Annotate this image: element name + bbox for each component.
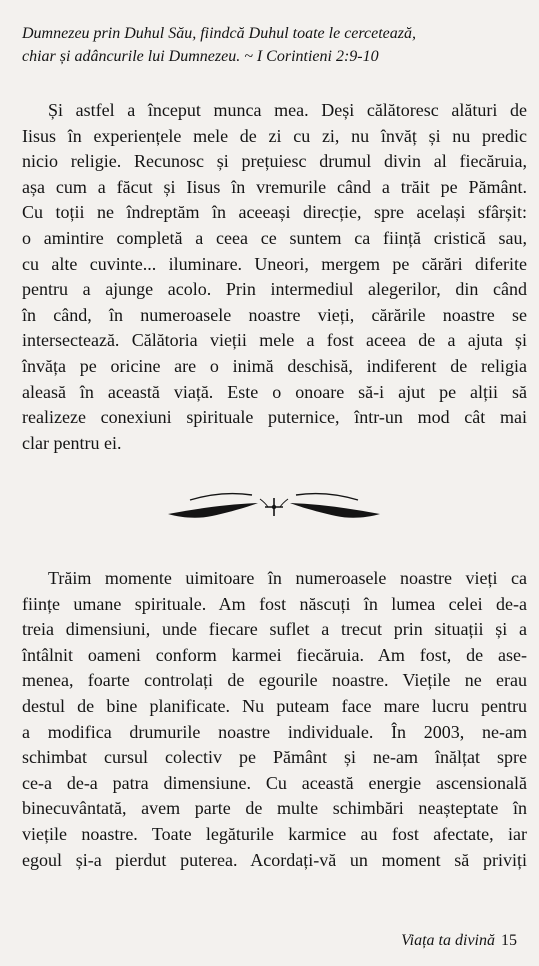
text-line: Cu toții ne îndreptăm în aceeași direcție, spre același sfârșit: <box>22 202 527 223</box>
text-line: treia dimensiuni, unde fiecare suflet a trecut prin situații și a <box>22 619 527 640</box>
page-footer <box>401 932 517 950</box>
page-number: 15 <box>501 932 517 949</box>
text-line: Și astfel a început munca mea. Deși călătoresc alături de <box>48 100 527 120</box>
text-line: învăța pe oricine are o inimă deschisă, indiferent de religia <box>22 355 527 376</box>
text-line: ființe umane spirituale. Am fost născuți în lumea celei de-a <box>22 593 527 614</box>
text-line: cu alte cuvinte... iluminare. Uneori, mergem pe cărări diferite <box>22 253 527 274</box>
quote-line: chiar și adâncurile lui Dumnezeu. ~ I Corintieni 2:9-10 <box>22 48 379 65</box>
text-line: viețile noastre. Toate legăturile karmice au fost afectate, iar <box>22 823 527 844</box>
running-title: Viața ta divină <box>401 932 495 949</box>
text-line: intersectează. Călătoria vieții mele a fost aceea de a ajuta și <box>22 330 527 351</box>
text-line: așa cum a făcut și Iisus în vremurile când a trăit pe Pământ. <box>22 176 527 197</box>
text-line: întâlnit oameni conform karmei fiecăruia. Am fost, de ase- <box>22 644 527 665</box>
text-line: nicio religie. Recunosc și prețuiesc drumul divin al fiecăruia, <box>22 151 527 172</box>
text-line: pentru a ajunge acolo. Prin intermediul alegerilor, din când <box>22 279 527 300</box>
text-line: clar pentru ei. <box>22 432 122 453</box>
text-line: realizeze conexiuni spirituale puternice, într-un mod cât mai <box>22 407 527 428</box>
text-line: menea, foarte controlați de egourile noastre. Viețile ne erau <box>22 670 527 691</box>
paragraph-2 <box>22 566 527 873</box>
text-line: în când, în numeroasele noastre vieți, cărările noastre se <box>22 304 527 325</box>
text-line: Iisus în experiențele mele de zi cu zi, nu învăț și nu predic <box>22 125 527 146</box>
text-line: aleasă în această viață. Este o onoare să-i ajut pe alții să <box>22 381 527 402</box>
text-line: destul de bine planificate. Nu puteam face mare lucru pentru <box>22 695 527 716</box>
text-line: ce-a de-a patra dimensiune. Cu această energie ascensională <box>22 772 527 793</box>
epigraph-quote <box>22 22 527 68</box>
text-line: schimbat cursul colectiv pe Pământ și ne-am înălțat spre <box>22 747 527 768</box>
text-line: egoul și-a pierdut puterea. Acordați-vă un moment să priviți <box>22 849 527 870</box>
text-line: o amintire completă a ceea ce suntem ca ființă cristică sau, <box>22 227 527 248</box>
text-line: a modifica drumurile noastre individuale. În 2003, ne-am <box>22 721 527 742</box>
decorative-flourish-icon <box>160 486 388 526</box>
text-line: Trăim momente uimitoare în numeroasele noastre vieți ca <box>48 568 527 588</box>
quote-line: Dumnezeu prin Duhul Său, fiindcă Duhul toate le cercetează, <box>22 25 416 42</box>
text-line: binecuvântată, avem parte de multe schimbări neașteptate în <box>22 798 527 819</box>
paragraph-1 <box>22 98 527 456</box>
